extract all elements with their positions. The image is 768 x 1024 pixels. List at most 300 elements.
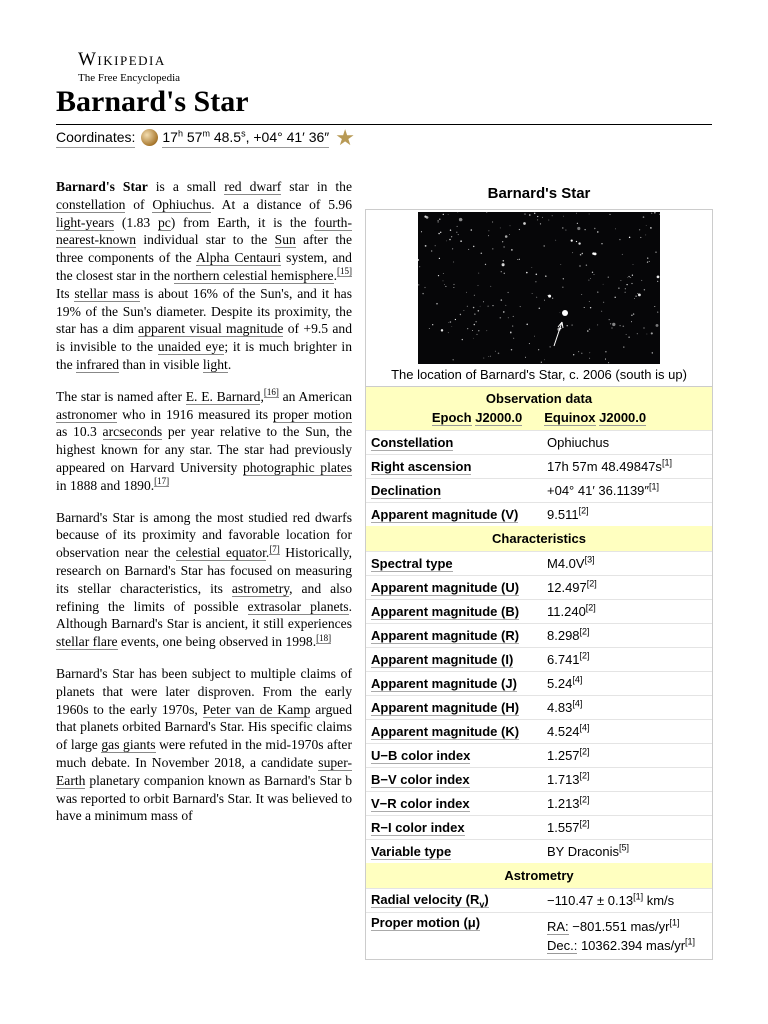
row-value-text: M4.0V <box>547 556 585 571</box>
dec-label[interactable]: Dec.: <box>547 938 578 953</box>
row-key-link[interactable]: Constellation <box>371 435 454 450</box>
row-value-text: 6.741 <box>547 652 580 667</box>
star-dot <box>503 260 505 262</box>
star-dot <box>448 214 449 215</box>
star-dot <box>456 232 457 233</box>
star-dot <box>422 293 423 294</box>
star-dot <box>597 324 598 325</box>
article-body <box>56 178 352 839</box>
row-key-link[interactable]: Spectral type <box>371 556 453 571</box>
characteristics-row <box>366 815 712 839</box>
row-citation[interactable]: [2] <box>578 505 589 516</box>
row-value <box>547 842 712 861</box>
row-key <box>366 556 547 571</box>
row-key <box>366 844 547 859</box>
citation-17[interactable]: [17] <box>154 476 170 487</box>
star-dot <box>513 316 514 317</box>
star-dot <box>537 216 538 217</box>
row-radial-velocity <box>366 888 712 912</box>
star-dot <box>643 216 645 218</box>
star-dot <box>652 352 653 353</box>
paragraph-2: The star is named after E. E. Barnard,[16] an American astronomer who in 1916 measured its proper motion as 10.3 arcseconds per year relative to the Sun, the highest known for any star. The star had previously appeared on Harvard University photographic plates in 1888 and 1890.[17] <box>56 387 353 493</box>
row-key <box>366 435 547 450</box>
row-key <box>366 724 547 739</box>
row-citation[interactable]: [2] <box>579 818 590 829</box>
barnards-star-dot <box>562 310 568 316</box>
citation-18[interactable]: [18] <box>316 632 332 643</box>
epoch[interactable]: Epoch J2000.0 <box>431 410 523 425</box>
star-dot <box>552 215 553 216</box>
row-value <box>547 505 712 524</box>
link-extrasolar-planets[interactable]: extrasolar planets <box>247 598 349 614</box>
star-dot <box>444 284 445 285</box>
link-stellar-flare[interactable]: stellar flare <box>56 634 118 650</box>
section-observation-data <box>366 387 712 430</box>
star-dot <box>589 358 590 359</box>
row-key <box>366 700 547 715</box>
star-dot <box>438 275 439 276</box>
link-parsec[interactable]: pc <box>157 214 171 230</box>
row-value-text: 4.524 <box>547 724 580 739</box>
characteristics-row <box>366 767 712 791</box>
row-citation[interactable]: [1] <box>661 457 672 468</box>
star-dot <box>526 272 528 274</box>
star-dot <box>629 237 630 238</box>
page-title: Barnard's Star <box>56 85 249 118</box>
star-dot <box>495 351 496 352</box>
star-dot <box>453 287 454 288</box>
star-dot <box>453 262 454 263</box>
row-key <box>366 628 547 643</box>
infobox-image-frame <box>365 209 713 386</box>
star-dot <box>615 229 616 230</box>
star-dot <box>588 280 589 281</box>
link-apparent-visual-magnitude[interactable]: apparent visual magnitude <box>138 321 284 337</box>
star-dot <box>562 227 563 228</box>
star-dot <box>639 229 640 230</box>
row-citation[interactable]: [2] <box>579 626 590 637</box>
star-dot <box>503 311 504 312</box>
row-key-link[interactable]: Apparent magnitude (H) <box>371 700 520 715</box>
star-dot <box>458 234 459 235</box>
link-sun[interactable]: Sun <box>274 232 296 248</box>
star-dot <box>488 235 489 236</box>
star-dot <box>511 249 513 251</box>
star-dot <box>544 359 545 360</box>
star-dot <box>436 303 438 305</box>
coordinates-value[interactable]: 17$^h$ 57$^m$ $48.5^s$, +04° 41′ 36″ <box>162 127 329 148</box>
link-peter-van-de-kamp[interactable]: Peter van de Kamp <box>202 701 311 717</box>
star-dot <box>576 241 577 242</box>
link-unaided-eye[interactable]: unaided eye <box>157 339 225 355</box>
paragraph-3: Barnard's Star is among the most studied red dwarfs because of its proximity and favorable location for observation near the celestial equator.[7] Historically, research on Barnard's Star has focused on measuring its stellar characteristics, its astrometry, and also refining the limits of possible extrasolar planets. Although Barnard's Star is ancient, it still experiences stellar flare events, one being observed in 1998.[18] <box>56 509 353 650</box>
row-value-text: 1.713 <box>547 772 580 787</box>
star-dot <box>631 283 632 284</box>
star-dot <box>571 324 572 325</box>
row-key-link[interactable]: Apparent magnitude (R) <box>371 628 520 643</box>
star-dot <box>589 329 590 330</box>
row-citation[interactable]: [4] <box>579 722 590 733</box>
star-dot <box>552 298 553 299</box>
row-value-text: 17h 57m 48.49847s <box>547 459 662 474</box>
star-dot <box>429 328 430 329</box>
row-key-link[interactable]: Variable type <box>371 844 452 859</box>
star-dot <box>610 323 611 324</box>
row-key-link[interactable]: Apparent magnitude (J) <box>371 676 517 691</box>
star-dot <box>488 356 489 357</box>
row-value-text: Ophiuchus <box>547 435 610 450</box>
star-dot <box>548 295 551 298</box>
row-citation[interactable]: [2] <box>586 578 597 589</box>
link-northern-celestial-hemisphere[interactable]: northern celestial hemisphere <box>173 267 334 283</box>
star-dot <box>582 253 583 254</box>
star-dot <box>597 231 598 232</box>
row-key-link[interactable]: Apparent magnitude (I) <box>371 652 514 667</box>
star-dot <box>619 325 620 326</box>
star-dot <box>586 265 587 266</box>
star-dot <box>501 271 502 272</box>
paragraph-1: Barnard's Star is a small red dwarf star in the constellation of Ophiuchus. At a distance of 5.96 light-years (1.83 pc) from Earth, it is the fourth-nearest-known individual star to the Sun after the three components of the Alpha Centauri system, and the closest star in the northern celestial hemisphere.[15] Its stellar mass is about 16% of the Sun's, and it has 19% of the Sun's diameter. Despite its proximity, the star has a dim apparent visual magnitude of +9.5 and is invisible to the unaided eye; it is much brighter in the infrared than in visible light. <box>56 179 353 372</box>
star-dot <box>657 281 658 282</box>
row-citation[interactable]: [2] <box>579 650 590 661</box>
row-value <box>547 770 712 789</box>
infobox-table <box>365 386 713 960</box>
row-citation[interactable]: [2] <box>579 794 590 805</box>
star-dot <box>425 245 427 247</box>
star-dot <box>550 346 551 347</box>
row-value-text: BY Draconis <box>547 844 620 859</box>
characteristics-row <box>366 839 712 863</box>
star-dot <box>603 302 604 303</box>
star-dot <box>580 254 582 256</box>
link-photographic-plates[interactable]: photographic plates <box>242 459 352 475</box>
equinox[interactable]: Equinox J2000.0 <box>544 410 647 425</box>
star-dot <box>481 252 483 254</box>
star-dot <box>468 249 469 250</box>
link-alpha-centauri[interactable]: Alpha Centauri <box>196 250 282 266</box>
star-dot <box>504 273 505 274</box>
star-dot <box>655 252 656 253</box>
star-dot <box>440 232 441 233</box>
radial-velocity-label[interactable]: Radial velocity $(R_v)$ <box>371 891 489 910</box>
star-dot <box>576 213 577 214</box>
link-constellation[interactable]: constellation <box>56 196 126 212</box>
row-value: RA: −801.551 mas/yr[1] Dec.: 10362.394 mas/yr[1] <box>547 917 696 953</box>
row-citation[interactable]: [2] <box>579 746 590 757</box>
star-dot <box>445 286 446 287</box>
star-dot <box>603 284 604 285</box>
wordmark-name: Wikipedia <box>78 49 166 70</box>
link-super-earth[interactable]: super-Earth <box>56 754 352 788</box>
row-value-text: 1.213 <box>547 796 580 811</box>
star-dot <box>589 352 590 353</box>
row-citation[interactable]: [4] <box>572 698 583 709</box>
star-dot <box>628 337 629 338</box>
row-key-link[interactable]: Apparent magnitude (B) <box>371 604 520 619</box>
star-dot <box>452 248 453 249</box>
star-dot <box>560 264 561 265</box>
row-value-text: 9.511 <box>547 507 579 522</box>
star-dot <box>437 220 439 222</box>
star-dot <box>539 307 541 309</box>
star-icon[interactable]: ★ <box>335 124 355 150</box>
star-dot <box>562 287 563 288</box>
star-dot <box>536 297 537 298</box>
star-dot <box>419 266 420 267</box>
link-red-dwarf[interactable]: red dwarf <box>224 179 282 194</box>
star-dot <box>565 230 566 231</box>
star-dot <box>486 212 487 213</box>
star-dot <box>450 229 451 230</box>
link-light[interactable]: light <box>202 356 228 372</box>
star-dot <box>510 332 512 334</box>
star-dot <box>542 217 543 218</box>
star-dot <box>523 222 526 225</box>
row-key-link[interactable]: Right ascension <box>371 459 472 474</box>
row-citation[interactable]: [2] <box>585 602 596 613</box>
star-dot <box>612 323 615 326</box>
star-dot <box>525 357 526 358</box>
star-dot <box>435 245 436 246</box>
row-key-link[interactable]: Declination <box>371 483 442 498</box>
row-key <box>366 915 547 930</box>
star-dot <box>509 234 510 235</box>
star-dot <box>608 277 609 278</box>
row-key-link[interactable]: Apparent magnitude (U) <box>371 580 520 595</box>
star-dot <box>473 307 475 309</box>
paragraph-4: Barnard's Star has been subject to multiple claims of planets that were later disproven. From the early 1960s to the early 1970s, Peter van de Kamp argued that planets orbited Barnard's Star. His specific claims of large gas giants were refuted in the mid-1970s after much debate. In November 2018, a candidate super-Earth planetary companion known as Barnard's Star b was reported to orbit Barnard's Star. It was believed to have a minimum mass of <box>56 665 352 824</box>
characteristics-row <box>366 671 712 695</box>
citation-15[interactable]: [15] <box>337 266 353 277</box>
star-dot <box>418 259 419 260</box>
link-nearest-stars[interactable]: fourth-nearest-known <box>56 214 352 248</box>
star-dot <box>633 313 634 314</box>
star-dot <box>448 322 449 323</box>
star-dot <box>438 222 439 223</box>
star-dot <box>480 306 481 307</box>
row-citation[interactable]: [5] <box>619 842 630 853</box>
star-dot <box>643 327 644 328</box>
coordinates-label[interactable]: Coordinates: <box>56 127 135 148</box>
star-dot <box>627 277 628 278</box>
star-dot <box>635 296 636 297</box>
star-dot <box>498 353 500 355</box>
link-ophiuchus[interactable]: Ophiuchus <box>152 196 212 212</box>
star-dot <box>512 326 513 327</box>
star-dot <box>577 223 578 224</box>
star-dot <box>483 301 484 302</box>
star-dot <box>529 214 531 216</box>
star-dot <box>467 306 468 307</box>
star-dot <box>510 225 511 226</box>
star-dot <box>631 321 632 322</box>
star-dot <box>563 278 564 279</box>
star-dot <box>585 229 586 230</box>
row-value-text: 1.257 <box>547 748 580 763</box>
link-celestial-equator[interactable]: celestial equator <box>175 545 266 561</box>
proper-motion-label[interactable]: Proper motion (μ) <box>371 915 481 930</box>
link-astrometry[interactable]: astrometry <box>231 580 290 596</box>
star-dot <box>524 214 525 215</box>
star-dot <box>474 324 476 326</box>
star-dot <box>657 276 660 279</box>
star-dot <box>634 298 635 299</box>
row-key-link[interactable]: U−B color index <box>371 748 471 763</box>
characteristics-row <box>366 791 712 815</box>
section-characteristics: Characteristics <box>366 526 712 551</box>
observation-header: Observation data <box>485 391 593 406</box>
link-light-years[interactable]: light-years <box>56 214 115 230</box>
image-caption: The location of Barnard's Star, c. 2006 (south is up) <box>391 367 687 382</box>
observation-rows <box>366 430 712 526</box>
star-dot <box>441 329 443 331</box>
star-dot <box>492 248 493 249</box>
star-dot <box>628 276 629 277</box>
star-dot <box>520 306 521 307</box>
star-dot <box>563 216 564 217</box>
star-dot <box>505 235 508 238</box>
star-dot <box>478 310 480 312</box>
row-value <box>547 674 712 693</box>
star-dot <box>540 223 541 224</box>
star-dot <box>650 227 652 229</box>
star-dot <box>657 311 658 312</box>
star-dot <box>537 219 538 220</box>
link-infrared[interactable]: infrared <box>76 356 120 372</box>
wikipedia-wordmark[interactable] <box>78 50 180 84</box>
row-value <box>547 818 712 837</box>
star-dot <box>654 306 655 307</box>
star-dot <box>631 315 633 317</box>
row-value <box>547 554 712 573</box>
star-dot <box>535 281 536 282</box>
link-astronomer[interactable]: astronomer <box>56 406 118 422</box>
star-dot <box>555 240 556 241</box>
link-proper-motion[interactable]: proper motion <box>273 406 352 422</box>
star-dot <box>476 334 477 335</box>
row-key <box>366 796 547 811</box>
link-e-e-barnard[interactable]: E. E. Barnard <box>185 388 261 404</box>
row-value-text: +04° 41′ 36.1139″ <box>547 483 650 498</box>
star-dot <box>637 333 638 334</box>
star-dot <box>567 325 568 326</box>
star-dot <box>605 359 606 360</box>
star-dot <box>647 334 648 335</box>
row-key-link[interactable]: R−I color index <box>371 820 465 835</box>
row-key-link[interactable]: Apparent magnitude (K) <box>371 724 520 739</box>
star-dot <box>534 336 535 337</box>
star-dot <box>536 274 538 276</box>
row-key <box>366 459 547 474</box>
star-dot <box>622 254 623 255</box>
star-dot <box>446 241 447 242</box>
star-dot <box>490 356 491 357</box>
star-dot <box>620 280 621 281</box>
star-dot <box>431 250 432 251</box>
star-dot <box>649 261 650 262</box>
ra-label[interactable]: RA: <box>547 919 569 934</box>
link-gas-giants[interactable]: gas giants <box>101 737 156 753</box>
star-dot <box>531 267 532 268</box>
row-citation[interactable]: [1] <box>649 481 660 492</box>
star-dot <box>432 324 433 325</box>
star-dot <box>571 240 573 242</box>
characteristics-row <box>366 575 712 599</box>
star-dot <box>589 214 590 215</box>
star-dot <box>638 293 641 296</box>
link-stellar-mass[interactable]: stellar mass <box>74 285 140 301</box>
star-dot <box>592 272 593 273</box>
star-dot <box>633 264 634 265</box>
star-dot <box>609 319 610 320</box>
row-value <box>547 626 712 645</box>
star-dot <box>601 243 602 244</box>
row-value <box>547 698 712 717</box>
characteristics-row <box>366 743 712 767</box>
star-dot <box>572 252 573 253</box>
star-dot <box>449 239 451 241</box>
row-citation[interactable]: [4] <box>572 674 583 685</box>
row-key-link[interactable]: B−V color index <box>371 772 470 787</box>
observation-row <box>366 502 712 526</box>
row-key-link[interactable]: Apparent magnitude (V) <box>371 507 519 522</box>
star-dot <box>577 227 580 230</box>
star-dot <box>511 349 512 350</box>
observation-row <box>366 430 712 454</box>
globe-icon[interactable] <box>141 129 158 146</box>
star-dot <box>646 225 647 226</box>
star-dot <box>451 236 452 237</box>
citation-7[interactable]: [7] <box>269 543 280 554</box>
row-value: −110.47 ± 0.13[1] km/s <box>547 891 675 908</box>
star-dot <box>455 319 456 320</box>
row-value <box>547 650 712 669</box>
star-dot <box>508 292 509 293</box>
star-dot <box>579 265 580 266</box>
star-dot <box>426 216 429 219</box>
star-dot <box>641 280 642 281</box>
row-citation[interactable]: [3] <box>584 554 595 565</box>
star-dot <box>594 228 595 229</box>
row-key <box>366 604 547 619</box>
row-value <box>547 433 712 452</box>
star-dot <box>584 307 585 308</box>
star-dot <box>618 287 620 289</box>
star-dot <box>538 349 539 350</box>
infobox-title: Barnard's Star <box>487 185 591 202</box>
star-dot <box>492 305 493 306</box>
row-key-link[interactable]: V−R color index <box>371 796 470 811</box>
citation-16[interactable]: [16] <box>263 387 279 398</box>
characteristics-row <box>366 647 712 671</box>
star-dot <box>578 351 579 352</box>
row-key <box>366 748 547 763</box>
star-dot <box>462 219 463 220</box>
section-astrometry: Astrometry <box>366 863 712 888</box>
characteristics-rows <box>366 551 712 863</box>
row-citation[interactable]: [2] <box>579 770 590 781</box>
star-dot <box>478 285 479 286</box>
star-dot <box>560 312 561 313</box>
star-dot <box>485 264 486 265</box>
star-dot <box>452 359 453 360</box>
starfield-image[interactable] <box>418 212 660 364</box>
star-dot <box>601 311 602 312</box>
row-value-text: 11.240 <box>547 604 586 619</box>
link-arcseconds[interactable]: arcseconds <box>102 424 163 440</box>
star-dot <box>500 317 502 319</box>
star-dot <box>492 221 493 222</box>
